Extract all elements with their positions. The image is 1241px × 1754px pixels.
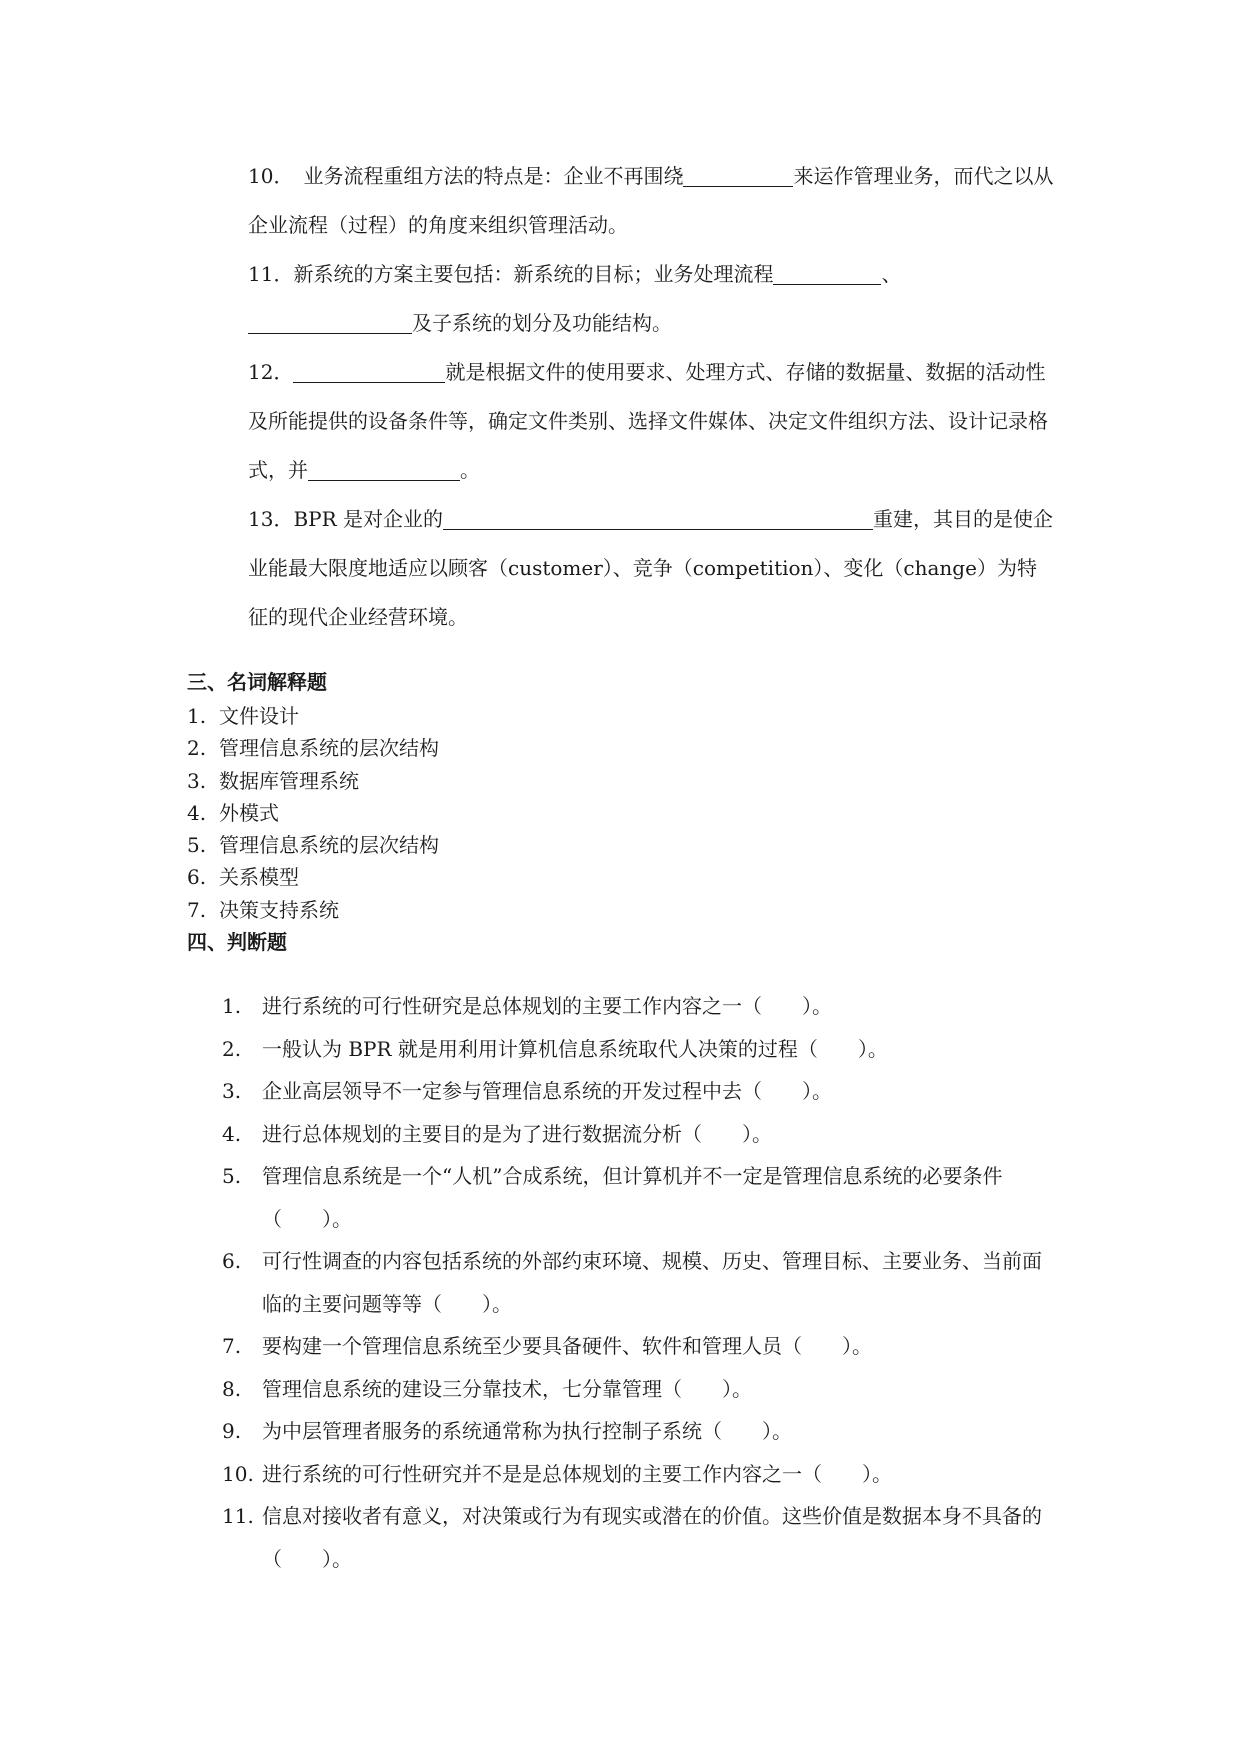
item-text: 管理信息系统的层次结构	[219, 833, 439, 858]
item-number: 2.	[222, 1036, 242, 1061]
list-item	[222, 1368, 1056, 1411]
item-number: 5.	[187, 833, 207, 858]
question-11-separator: 、	[881, 262, 902, 286]
list-item	[222, 985, 1056, 1028]
item-number: 8.	[222, 1376, 242, 1401]
section-4-heading: 四、判断题	[187, 930, 287, 954]
list-item	[222, 1070, 1056, 1113]
question-11-text-before: 11．新系统的方案主要包括：新系统的目标；业务处理流程	[248, 262, 774, 286]
section-3-heading: 三、名词解释题	[187, 670, 327, 694]
list-item	[222, 1495, 1056, 1580]
question-12-number: 12．	[248, 360, 294, 384]
question-13-text-after: 重建，其目的是使企业能最大限度地适应以顾客（customer）、竞争（competition）、变化（change）为特征的现代企业经营环境。	[248, 507, 1054, 629]
item-text: 数据库管理系统	[219, 768, 359, 793]
item-number: 4.	[187, 800, 207, 825]
fill-blank-questions	[248, 152, 1056, 642]
question-10	[248, 152, 1056, 250]
question-10-text-after: 来运作管理业务，而代之以从企业流程（过程）的角度来组织管理活动。	[248, 164, 1054, 237]
question-13	[248, 495, 1056, 642]
list-item	[222, 1028, 1056, 1071]
item-number: 6.	[222, 1249, 242, 1273]
answer-blank	[443, 505, 873, 530]
item-text: 文件设计	[219, 704, 299, 728]
answer-blank	[683, 162, 793, 187]
list-item	[222, 1155, 1056, 1240]
question-13-text-before: 13．BPR 是对企业的	[248, 507, 444, 531]
list-item	[222, 1410, 1056, 1453]
item-text: 进行系统的可行性研究是总体规划的主要工作内容之一（ ）。	[262, 994, 832, 1018]
list-item	[187, 765, 439, 797]
item-text: 管理信息系统是一个“人机”合成系统，但计算机并不一定是管理信息系统的必要条件（ ）。	[262, 1164, 1003, 1231]
item-number: 9.	[222, 1419, 242, 1443]
question-12	[248, 348, 1056, 495]
answer-blank	[248, 309, 412, 334]
item-text: 企业高层领导不一定参与管理信息系统的开发过程中去（ ）。	[262, 1079, 832, 1103]
item-number: 11.	[222, 1504, 254, 1528]
item-number: 3.	[222, 1079, 242, 1103]
answer-blank	[773, 260, 881, 285]
item-text: 一般认为 BPR 就是用利用计算机信息系统取代人决策的过程（ ）。	[262, 1036, 888, 1061]
question-11	[248, 250, 1056, 348]
item-number: 10.	[222, 1461, 254, 1486]
item-number: 7.	[187, 897, 207, 922]
true-false-list	[222, 985, 1056, 1580]
item-text: 管理信息系统的建设三分靠技术，七分靠管理（ ）。	[262, 1376, 752, 1401]
list-item	[187, 894, 439, 926]
list-item	[222, 1453, 1056, 1496]
item-text: 关系模型	[219, 865, 299, 890]
list-item	[222, 1113, 1056, 1156]
item-text: 决策支持系统	[219, 897, 339, 922]
item-text: 可行性调查的内容包括系统的外部约束环境、规模、历史、管理目标、主要业务、当前面临的主要问题等等（ ）。	[262, 1249, 1042, 1316]
item-text: 为中层管理者服务的系统通常称为执行控制子系统（ ）。	[262, 1419, 792, 1443]
list-item	[187, 797, 439, 829]
item-text: 外模式	[219, 800, 279, 825]
list-item	[187, 829, 439, 861]
list-item	[187, 732, 439, 764]
item-text: 要构建一个管理信息系统至少要具备硬件、软件和管理人员（ ）。	[262, 1334, 872, 1358]
item-number: 3.	[187, 768, 207, 793]
item-number: 7.	[222, 1334, 242, 1358]
question-12-text-middle: 就是根据文件的使用要求、处理方式、存储的数据量、数据的活动性及所能提供的设备条件等，确定文件类别、选择文件媒体、决定文件组织方法、设计记录格式，并	[248, 360, 1048, 482]
list-item	[222, 1240, 1056, 1325]
item-number: 6.	[187, 865, 207, 890]
item-number: 4.	[222, 1121, 242, 1146]
list-item	[187, 861, 439, 893]
item-number: 1.	[222, 994, 242, 1018]
item-number: 1.	[187, 704, 207, 728]
item-text: 信息对接收者有意义，对决策或行为有现实或潜在的价值。这些价值是数据本身不具备的（ ）。	[262, 1504, 1042, 1571]
term-list	[187, 700, 439, 926]
item-number: 5.	[222, 1164, 242, 1188]
item-text: 进行总体规划的主要目的是为了进行数据流分析（ ）。	[262, 1121, 772, 1146]
answer-blank	[293, 358, 445, 383]
list-item	[222, 1325, 1056, 1368]
list-item	[187, 700, 439, 732]
question-12-text-after: 。	[460, 458, 480, 482]
item-text: 管理信息系统的层次结构	[219, 736, 439, 761]
question-11-text-after: 及子系统的划分及功能结构。	[412, 311, 672, 335]
question-10-text-before: 10． 业务流程重组方法的特点是：企业不再围绕	[248, 164, 684, 188]
answer-blank	[308, 456, 460, 481]
item-text: 进行系统的可行性研究并不是是总体规划的主要工作内容之一（ ）。	[262, 1461, 892, 1486]
item-number: 2.	[187, 736, 207, 761]
